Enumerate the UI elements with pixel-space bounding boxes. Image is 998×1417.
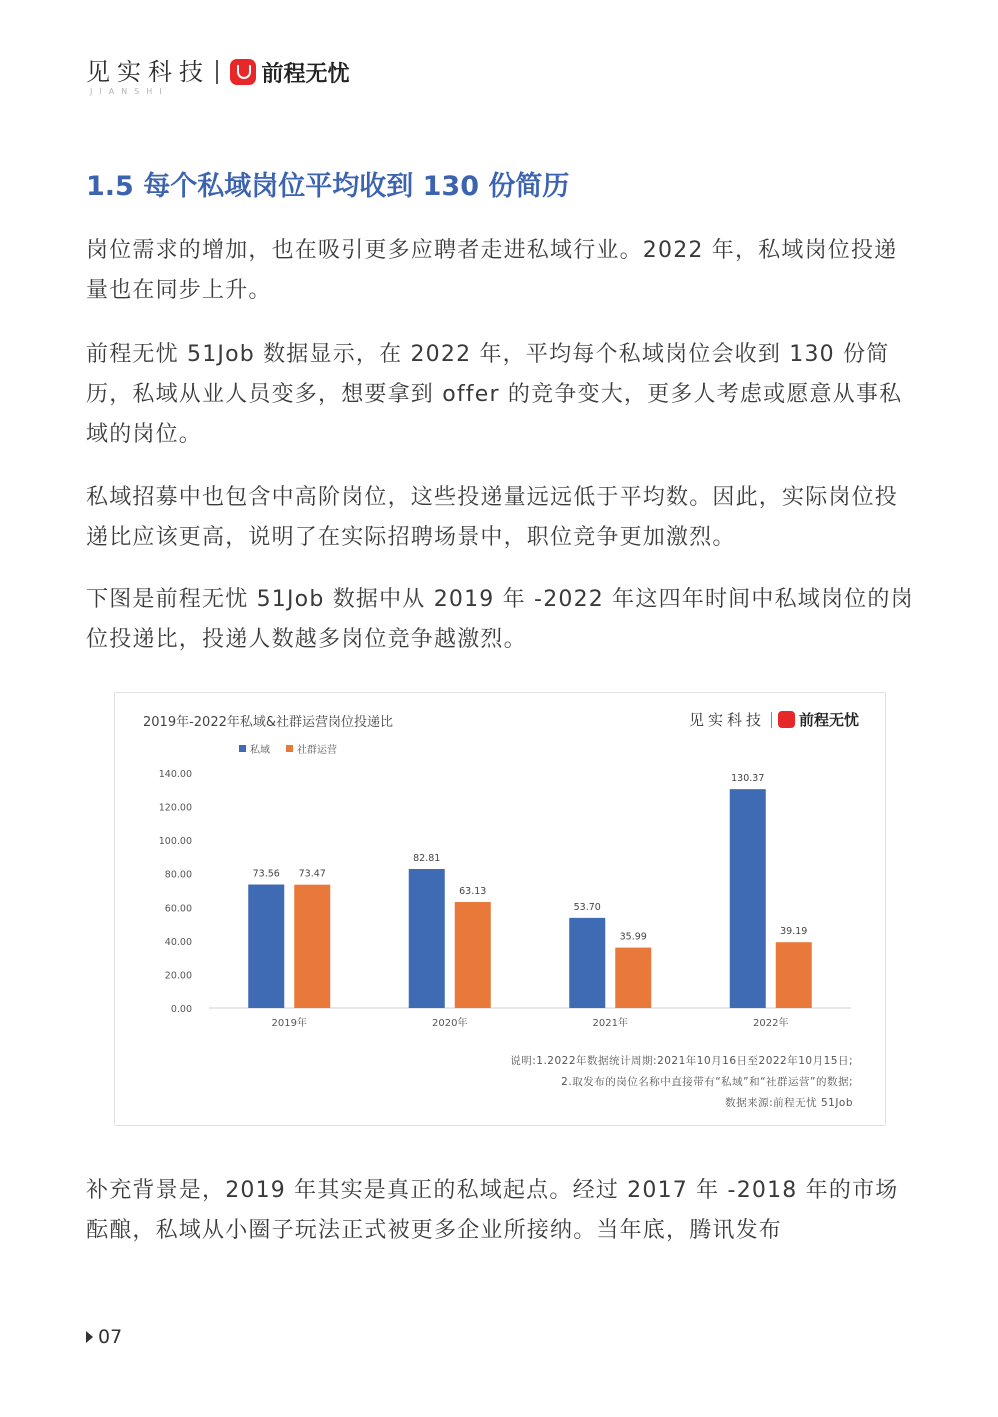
data-label: 82.81 (413, 852, 441, 864)
x-tick-label: 2020年 (432, 1018, 468, 1029)
y-tick-label: 80.00 (164, 869, 192, 881)
x-tick-label: 2022年 (753, 1018, 789, 1029)
chart-note-1: 说明:1.2022年数据统计周期:2021年10月16日至2022年10月15日; (510, 1055, 853, 1067)
bar (294, 885, 330, 1008)
x-tick-label: 2021年 (592, 1018, 628, 1029)
paragraph-1: 岗位需求的增加，也在吸引更多应聘者走进私域行业。2022 年，私域岗位投递量也在同步上升。 (86, 238, 898, 303)
y-tick-label: 0.00 (170, 1004, 192, 1015)
bar (409, 869, 445, 1008)
legend-label-community-ops: 社群运营 (297, 745, 337, 756)
bar (730, 789, 766, 1008)
bar-chart (114, 692, 886, 1126)
page-footer (86, 1326, 122, 1348)
y-tick-label: 20.00 (164, 970, 192, 982)
section-title: 1.5 每个私域岗位平均收到 130 份简历 (86, 171, 570, 202)
data-label: 63.13 (459, 886, 487, 898)
51job-logo-icon (230, 59, 256, 85)
bar (776, 942, 812, 1008)
y-tick-label: 100.00 (158, 836, 192, 848)
page-header (86, 52, 350, 96)
paragraph-3: 私域招募中也包含中高阶岗位，这些投递量远远低于平均数。因此，实际岗位投递比应该更高，说明了在实际招聘场景中，职位竞争更加激烈。 (86, 485, 899, 550)
data-label: 73.56 (252, 868, 280, 880)
page-marker-icon (86, 1331, 93, 1343)
y-tick-label: 120.00 (158, 802, 192, 814)
y-tick-label: 140.00 (158, 769, 192, 780)
chart-note-2: 2.取发布的岗位名称中直接带有“私域”和“社群运营”的数据; (561, 1076, 853, 1088)
y-tick-label: 60.00 (164, 903, 192, 915)
chart-brand-logo-text: 前程无忧 (798, 711, 859, 729)
brand-name: 见实科技 (86, 58, 210, 86)
bar (455, 902, 491, 1008)
bar (615, 948, 651, 1008)
bar (248, 885, 284, 1008)
brand-name-en: JIANSHI (90, 87, 169, 96)
data-label: 130.37 (731, 773, 765, 785)
header-divider (216, 60, 218, 84)
data-label: 73.47 (298, 868, 326, 880)
chart-title: 2019年-2022年私域&社群运营岗位投递比 (143, 715, 393, 730)
x-tick-label: 2019年 (271, 1018, 307, 1029)
y-tick-label: 40.00 (164, 936, 192, 948)
data-label: 35.99 (619, 931, 647, 943)
data-label: 53.70 (573, 901, 601, 913)
legend-label-private-domain: 私域 (250, 745, 270, 756)
chart-notes (510, 1051, 853, 1114)
bar (569, 918, 605, 1008)
paragraph-4: 下图是前程无忧 51Job 数据中从 2019 年 -2022 年这四年时间中私域岗位的岗位投递比，投递人数越多岗位竞争越激烈。 (86, 587, 914, 652)
jianshi-logo (86, 58, 210, 96)
chart-brand-name: 见实科技 (688, 711, 765, 729)
page-number: 07 (98, 1326, 123, 1348)
paragraph-5: 补充背景是，2019 年其实是真正的私域起点。经过 2017 年 -2018 年的市场酝酿，私域从小圈子玩法正式被更多企业所接纳。当年底，腾讯发布 (86, 1178, 899, 1243)
paragraph-2: 前程无忧 51Job 数据显示，在 2022 年，平均每个私域岗位会收到 130 份简历，私域从业人员变多，想要拿到 offer 的竞争变大，更多人考虑或愿意从事私域的岗位。 (86, 342, 903, 447)
data-label: 39.19 (780, 926, 808, 938)
partner-logo-text: 前程无忧 (261, 61, 350, 87)
chart-source: 数据来源:前程无忧 51Job (725, 1097, 853, 1109)
